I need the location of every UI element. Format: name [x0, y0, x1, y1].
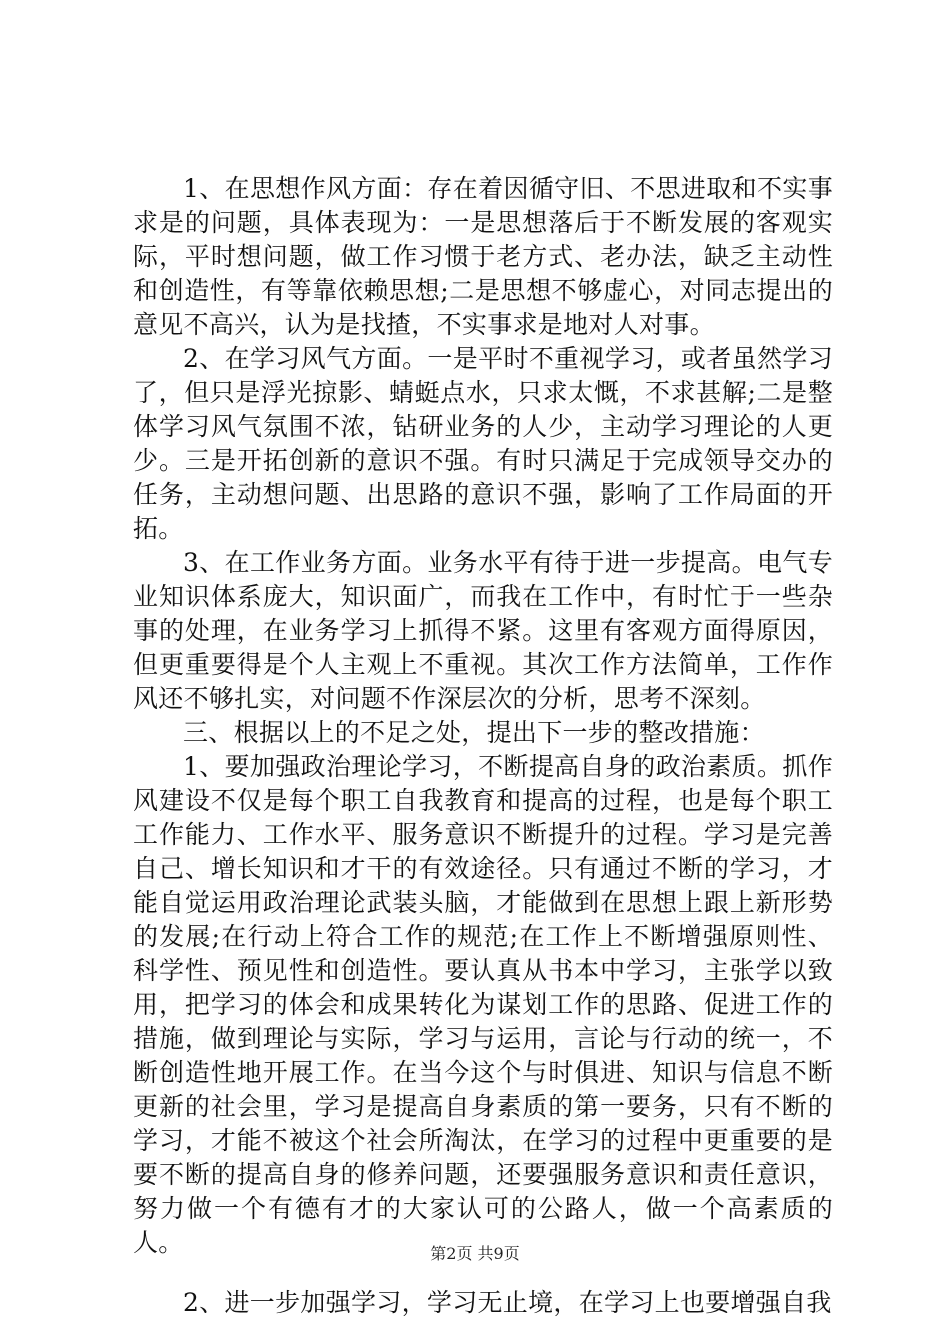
paragraph-study-atmosphere: 2、在学习风气方面。一是平时不重视学习，或者虽然学习了，但只是浮光掠影、蜻蜓点水，只求太慨，不求甚解;二是整体学习风气氛围不浓，钻研业务的人少，主动学习理论的人更少。三是开拓创新的意识不强。有时只满足于完成领导交办的任务，主动想问题、出思路的意识不强，影响了工作局面的开拓。 — [133, 344, 833, 543]
page-number-footer: 第2页 共9页 — [430, 1244, 520, 1263]
paragraph-political-theory: 1、要加强政治理论学习，不断提高自身的政治素质。抓作风建设不仅是每个职工自我教育和提高的过程，也是每个职工工作能力、工作水平、服务意识不断提升的过程。学习是完善自己、增长知识和才干的有效途径。只有通过不断的学习，才能自觉运用政治理论武装头脑，才能做到在思想上跟上新形势的发展;在行动上符合工作的规范;在工作上不断增强原则性、科学性、预见性和创造性。要认真从书本中学习，主张学以致用，把学习的体会和成果转化为谋划工作的思路、促进工作的措施，做到理论与实际，学习与运用，言论与行动的统一，不断创造性地开展工作。在当今这个与时俱进、知识与信息不断更新的社会里，学习是提高自身素质的第一要务，只有不断的学习，才能不被这个社会所淘汰，在学习的过程中更重要的是要不断的提高自身的修养问题，还要强服务意识和责任意识，努力做一个有德有才的大家认可的公路人，做一个高素质的人。 — [133, 752, 833, 1257]
paragraph-further-study: 2、进一步加强学习，学习无止境，在学习上也要增强自我 — [183, 1288, 832, 1317]
section-heading-rectification: 三、根据以上的不足之处，提出下一步的整改措施： — [183, 718, 765, 747]
paragraph-work-business: 3、在工作业务方面。业务水平有待于进一步提高。电气专业知识体系庞大，知识面广，而我在工作中，有时忙于一些杂事的处理，在业务学习上抓得不紧。这里有客观方面得原因，但更重要得是个人主观上不重视。其次工作方法简单，工作作风还不够扎实，对问题不作深层次的分析，思考不深刻。 — [133, 548, 833, 713]
document-body — [133, 172, 833, 1320]
paragraph-thought-style: 1、在思想作风方面：存在着因循守旧、不思进取和不实事求是的问题，具体表现为：一是思想落后于不断发展的客观实际，平时想问题，做工作习惯于老方式、老办法，缺乏主动性和创造性，有等靠依赖思想;二是思想不够虚心，对同志提出的意见不高兴，认为是找揸，不实事求是地对人对事。 — [133, 174, 833, 339]
